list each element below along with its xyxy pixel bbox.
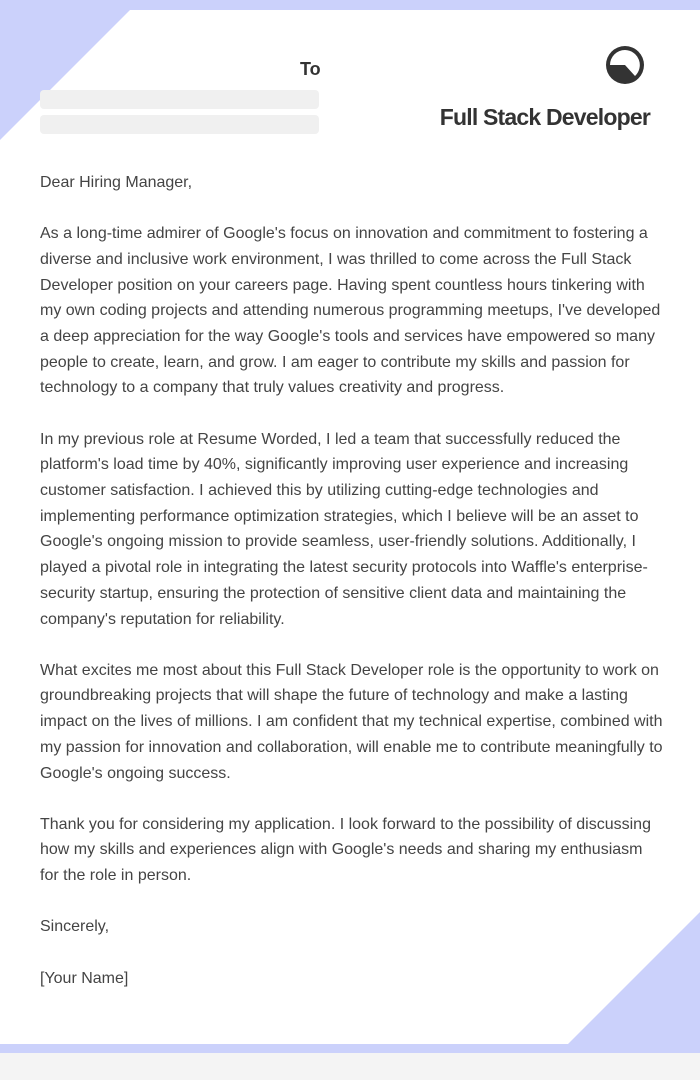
- paragraph: What excites me most about this Full Stack Developer role is the opportunity to work on groundbreaking projects that will shape the future of technology and make a lasting impact on the lives of millions. I am confident that my technical expertise, combined with my passion for innovation and collaboration, will enable me to contribute meaningfully to Google's ongoing success.: [40, 661, 663, 782]
- salutation: Dear Hiring Manager,: [40, 174, 193, 191]
- recipient-placeholder-line-2: [40, 115, 319, 134]
- pie-chart-icon: [604, 44, 646, 86]
- closing: Sincerely,: [40, 918, 110, 936]
- recipient-label: To: [300, 59, 321, 79]
- paragraph: As a long-time admirer of Google's focus on innovation and commitment to fostering a diverse and inclusive work environment, I was thrilled to come across the Full Stack Developer position on your careers page. Having spent countless hours tinkering with my own coding projects and attending numerous programming meetups, I've developed a deep appreciation for the way Google's tools and services have empowered so many people to create, learn, and grow. I am eager to contribute my skills and passion for technology to a company that truly values creativity and progress.: [40, 225, 661, 397]
- recipient-placeholder-line-1: [40, 90, 319, 109]
- paragraph: Thank you for considering my application. I look forward to the possibility of discussing how my skills and experiences align with Google's needs and sharing my enthusiasm for the role in person.: [40, 815, 651, 885]
- job-title: Full Stack Developer: [439, 104, 650, 130]
- letter-body: [40, 170, 665, 1017]
- paragraph: In my previous role at Resume Worded, I led a team that successfully reduced the platform's load time by 40%, significantly improving user experience and increasing customer satisfaction. I achieved this by utilizing cutting-edge technologies and implementing performance optimization strategies, which I believe will be an asset to Google's ongoing mission to provide seamless, user-friendly solutions. Additionally, I played a pivotal role in integrating the latest security protocols into Waffle's enterprise-security startup, ensuring the protection of sensitive client data and maintaining the company's reputation for reliability.: [40, 430, 648, 628]
- signature: [Your Name]: [40, 969, 129, 987]
